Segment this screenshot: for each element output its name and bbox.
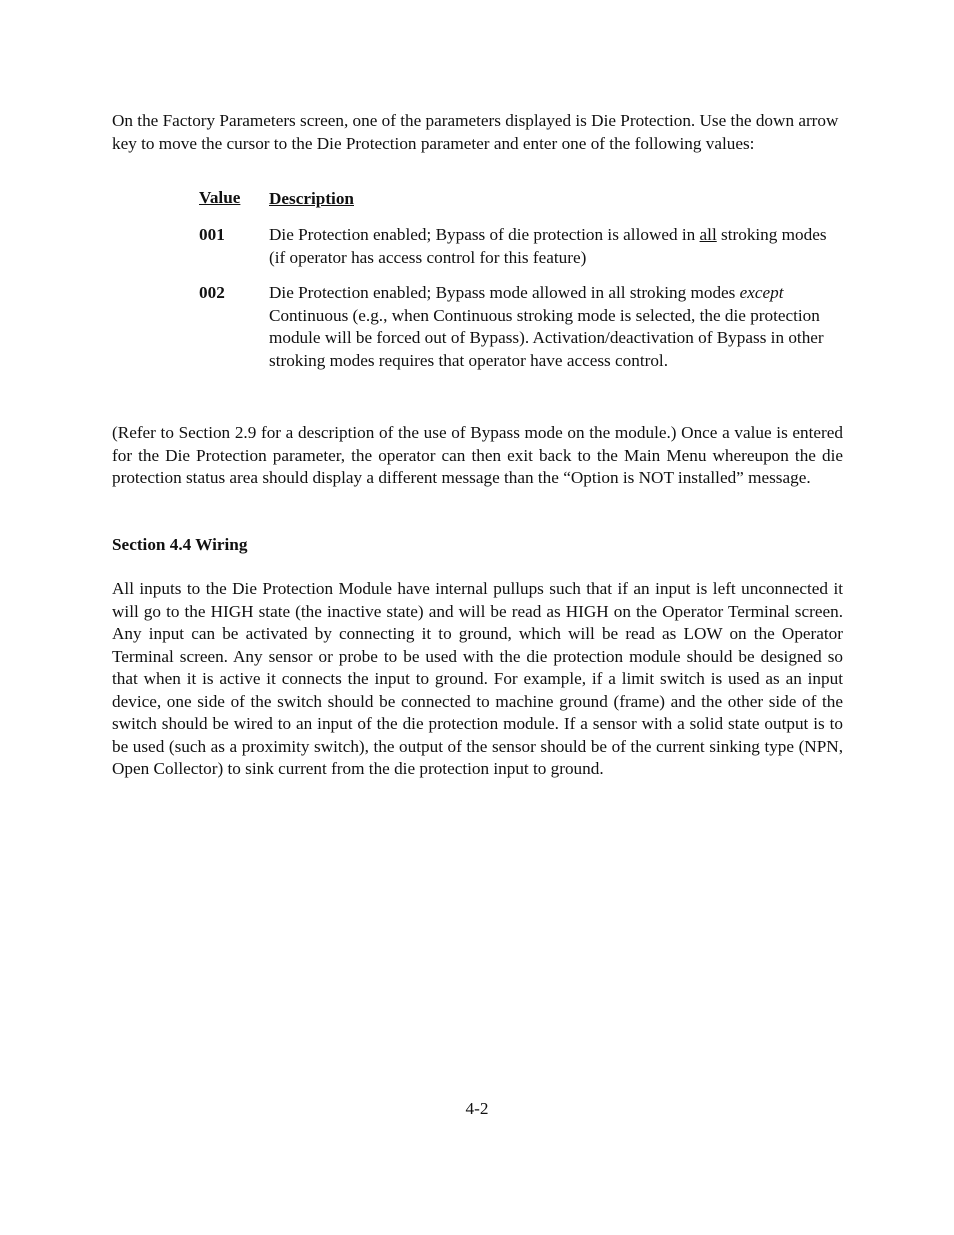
value-code: 002 <box>199 283 225 302</box>
description-text: Continuous (e.g., when Continuous stroking mode is selected, the die protection module will be forced out of Bypass). Activation/deactivation of Bypass in other stroking modes requires that operator have access control. <box>269 305 824 370</box>
section-heading: Section 4.4 Wiring <box>112 535 248 554</box>
value-table-header <box>199 187 839 211</box>
description-emphasis-italic: except <box>739 283 784 302</box>
value-description <box>269 224 834 269</box>
value-code: 001 <box>199 225 225 244</box>
value-description <box>269 282 834 372</box>
description-column-header: Description <box>269 189 354 208</box>
description-text: Die Protection enabled; Bypass mode allowed in all stroking modes <box>269 283 740 302</box>
wiring-paragraph: All inputs to the Die Protection Module have internal pullups such that if an input is left unconnected it will go to the HIGH state (the inactive state) and will be read as HIGH on the Operator Terminal screen. Any input can be activated by connecting it to ground, which will be read as LOW on the Operator Terminal screen. Any sensor or probe to be used with the die protection module should be designed so that when it is active it connects the input to ground. For example, if a limit switch is used as an input device, one side of the switch should be connected to machine ground (frame) and the other side of the switch should be wired to an input of the die protection module. If a sensor with a solid state output is to be used (such as a proximity switch), the output of the sensor should be of the current sinking type (NPN, Open Collector) to sink current from the die protection input to ground. <box>112 579 843 778</box>
page-number: 4-2 <box>465 1099 489 1118</box>
refer-paragraph: (Refer to Section 2.9 for a description of the use of Bypass mode on the module.) Once a value is entered for the Die Protection parameter, the operator can then exit back to the Main Menu whereupon the die protection status area should display a different message than the “Option is NOT installed” message. <box>112 423 843 487</box>
description-text: stroking modes (if operator has access control for this feature) <box>269 225 827 267</box>
description-text: Die Protection enabled; Bypass of die protection is allowed in <box>269 225 700 244</box>
value-column-header: Value <box>199 188 241 207</box>
description-emphasis-underline: all <box>699 225 717 244</box>
intro-paragraph: On the Factory Parameters screen, one of the parameters displayed is Die Protection. Use the down arrow key to move the cursor to the Die Protection parameter and enter one of the following values: <box>112 111 839 153</box>
